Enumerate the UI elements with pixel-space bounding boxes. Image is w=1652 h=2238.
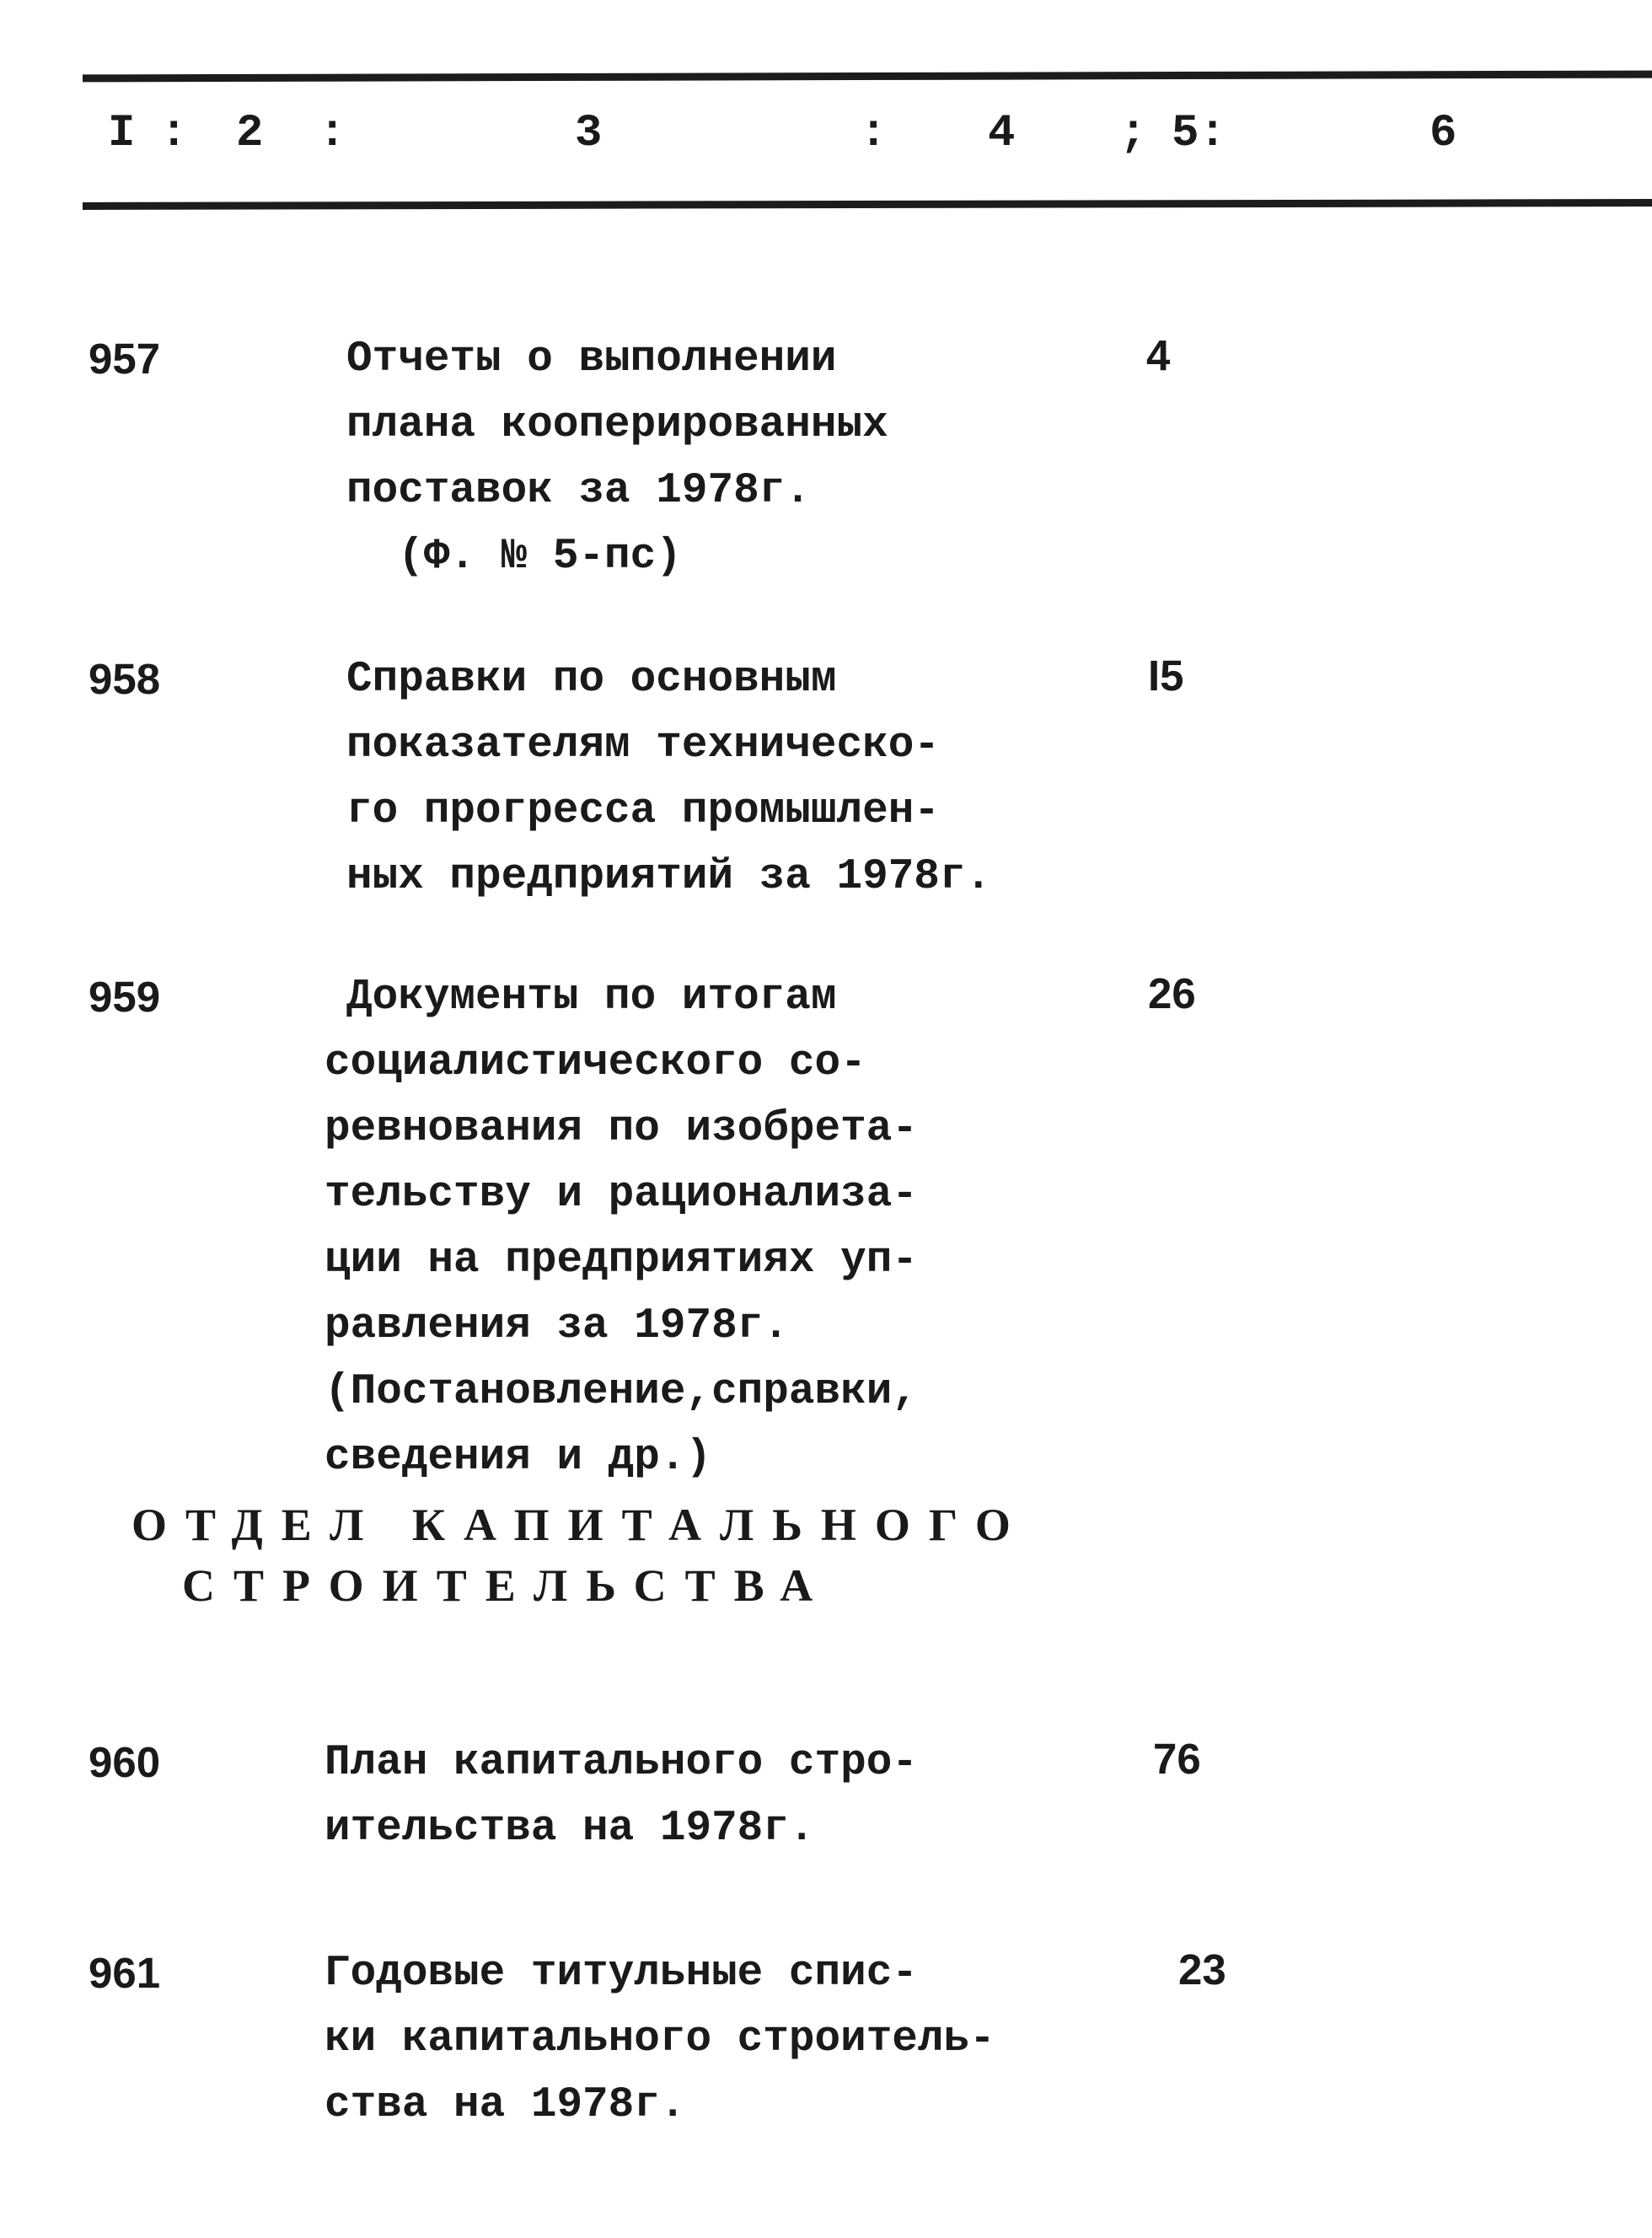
entry-number: 960 [88,1738,161,1786]
entry-title-line: Документы по итогам [346,974,837,1022]
entry-sheet-count: I5 [1148,652,1184,700]
header-top-rule [83,71,1652,83]
entry-number: 961 [88,1949,161,1997]
entry-title-line: ции на предприятиях уп- [324,1237,918,1285]
col-5: 5: [1172,108,1226,159]
entry-title-line: План капитального стро- [324,1739,918,1787]
entry-title-line: го прогресса промышлен- [346,787,940,835]
col-sep: : [319,108,346,159]
entry-title-line: тельству и рационализа- [324,1171,918,1219]
col-6: 6 [1429,108,1457,159]
entry-title-line: Отчеты о выполнении [346,335,837,384]
entry-sheet-count: 76 [1153,1735,1201,1783]
col-1: I [108,108,136,159]
entry-title-line: Справки по основным [346,656,837,704]
entry-number: 957 [88,335,161,383]
col-sep: ; [1119,108,1147,159]
entry-title-line: ревнования по изобрета- [324,1105,918,1153]
entry-title-line: равления за 1978г. [324,1302,789,1350]
entry-title-line: социалистического со- [324,1039,866,1087]
entry-title-line: (Ф. № 5-пс) [346,533,682,581]
entry-title-line: Годовые титульные спис- [324,1950,918,1998]
entry-title-line: (Постановление,справки, [324,1368,918,1416]
entry-sheet-count: 23 [1178,1946,1226,1994]
entry-title-line: поставок за 1978г. [346,467,811,515]
col-2: 2 [236,108,264,159]
col-3: 3 [575,108,603,159]
entry-title-line: плана кооперированных [346,401,888,449]
entry-title-line: ства на 1978г. [324,2081,686,2129]
entry-number: 958 [88,655,161,703]
entry-title-line: ки капитального строитель- [324,2015,995,2064]
entry-number: 959 [88,973,161,1021]
entry-sheet-count: 26 [1148,969,1196,1017]
header-bottom-rule [83,199,1652,210]
entry-title-line: сведения и др.) [324,1434,712,1482]
section-title-line1: ОТДЕЛ КАПИТАЛЬНОГО [131,1500,1029,1550]
entry-title-line: ительства на 1978г. [324,1805,815,1853]
entry-sheet-count: 4 [1146,331,1171,379]
section-title-line2: СТРОИТЕЛЬСТВА [182,1560,832,1611]
entry-title-line: показателям техническо- [346,722,940,770]
entry-title-line: ных предприятий за 1978г. [346,853,992,901]
col-sep: : [860,108,888,159]
col-sep: : [160,108,188,159]
col-4: 4 [988,108,1016,159]
